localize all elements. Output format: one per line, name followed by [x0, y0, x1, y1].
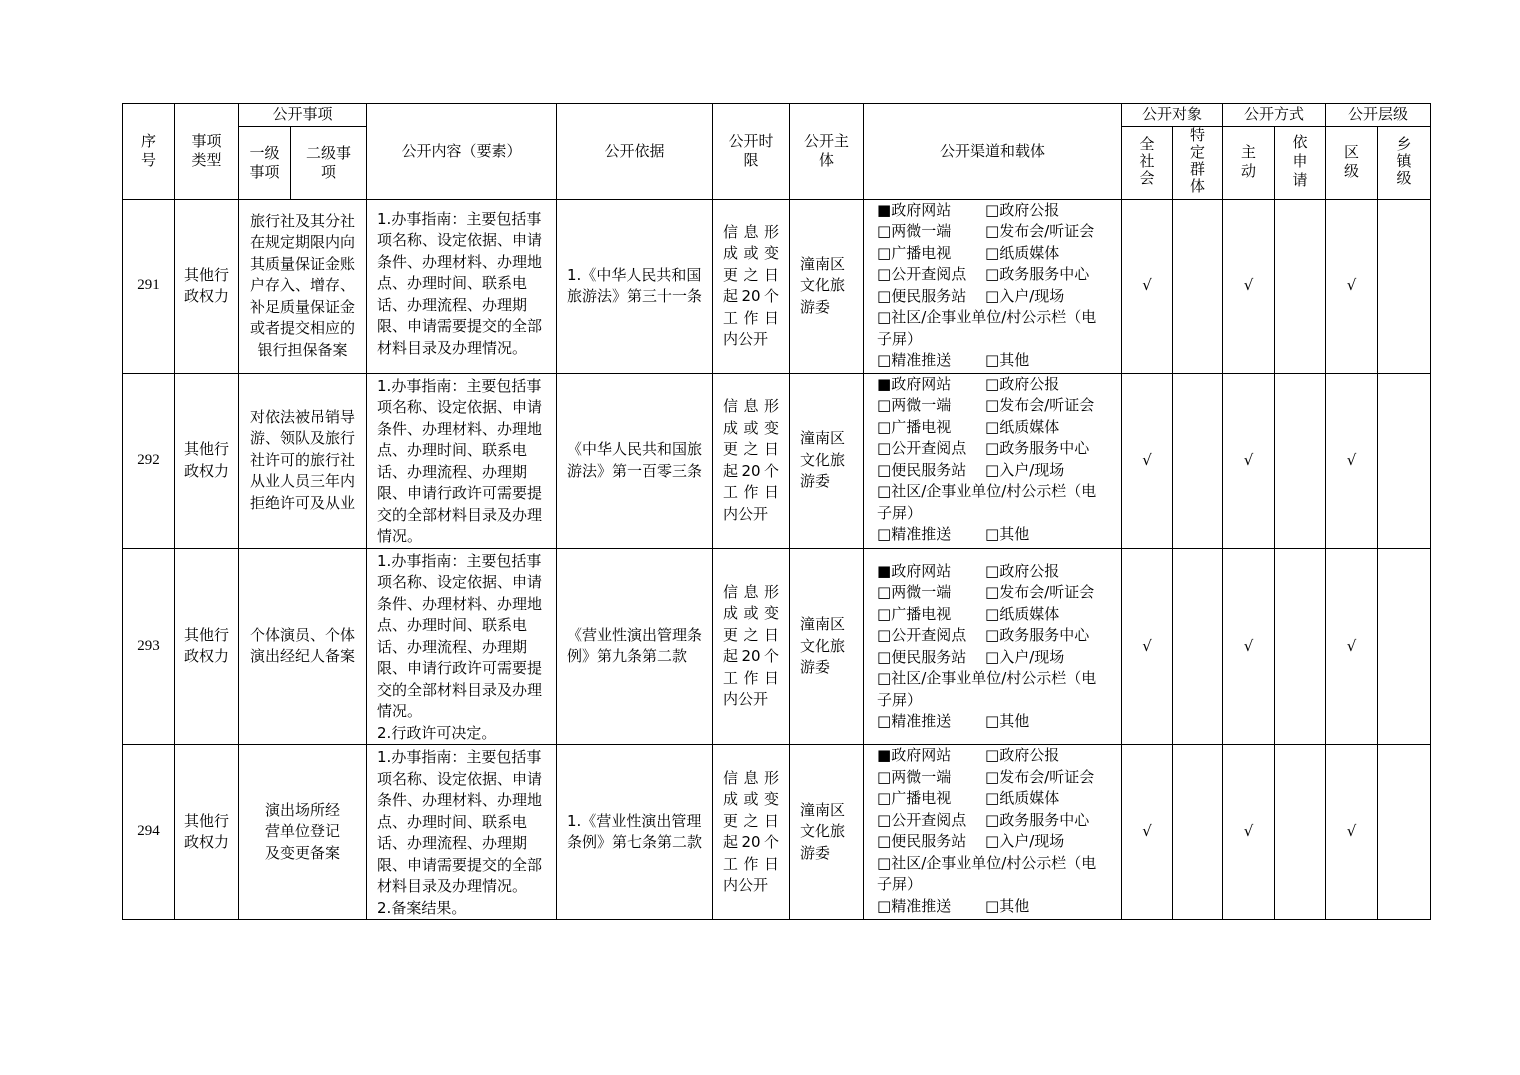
channel-service-center: □政务服务中心 [985, 265, 1090, 283]
channel-push: □精准推送 [877, 712, 952, 730]
row-audience-specific [1173, 199, 1223, 373]
header-content: 公开内容（要素） [367, 104, 557, 200]
row-content: 1.办事指南：主要包括事项名称、设定依据、申请条件、办理材料、办理地点、办理时间、联系电话、办理流程、办理期限、申请需要提交的全部材料目录及办理情况。 [367, 199, 557, 373]
header-method-group: 公开方式 [1223, 104, 1326, 127]
channel-onsite: □入户/现场 [985, 286, 1065, 305]
row-method-active: √ [1223, 199, 1275, 373]
row-basis: 1.《营业性演出管理条例》第七条第二款 [557, 745, 713, 920]
row-type: 其他行政权力 [175, 373, 239, 548]
channel-service-station: □便民服务站 [877, 286, 967, 305]
channel-push: □精准推送 [877, 896, 952, 915]
row-type: 其他行政权力 [175, 548, 239, 745]
channel-push: □精准推送 [877, 525, 952, 543]
channel-service-station: □便民服务站 [877, 460, 967, 479]
row-item: 旅行社及其分社在规定期限内向其质量保证金账户存入、增存、补足质量保证金或者提交相应的银行担保备案 [239, 199, 367, 373]
row-seq: 293 [123, 548, 175, 745]
table-row [123, 373, 1431, 548]
row-audience-specific [1173, 373, 1223, 548]
row-level-town [1378, 373, 1431, 548]
channel-print: □纸质媒体 [985, 604, 1060, 623]
channel-social: □两微一端 [877, 583, 952, 601]
channel-bulletin: □社区/企事业单位/村公示栏（电子屏） [877, 482, 1097, 522]
channel-reading-point: □公开查阅点 [877, 265, 967, 283]
channel-service-center: □政务服务中心 [985, 810, 1090, 829]
channel-bulletin: □社区/企事业单位/村公示栏（电子屏） [877, 669, 1097, 709]
channel-website: ■政府网站 [877, 200, 952, 219]
channel-print: □纸质媒体 [985, 417, 1060, 436]
channel-other: □其他 [985, 896, 1030, 915]
row-subject: 潼南区文化旅游委 [790, 373, 864, 548]
header-basis: 公开依据 [557, 104, 713, 200]
header-time-limit: 公开时限 [713, 104, 790, 200]
row-method-active: √ [1223, 745, 1275, 920]
row-level-district: √ [1326, 548, 1378, 745]
header-audience-group: 公开对象 [1122, 104, 1223, 127]
row-method-active: √ [1223, 373, 1275, 548]
row-content: 1.办事指南：主要包括事项名称、设定依据、申请条件、办理材料、办理地点、办理时间、联系电话、办理流程、办理期限、申请行政许可需要提交的全部材料目录及办理情况。 [367, 373, 557, 548]
channel-service-center: □政务服务中心 [985, 439, 1090, 457]
row-seq: 294 [123, 745, 175, 920]
row-time-limit: 信息形成或变更之日起20个工作日内公开 [713, 548, 790, 745]
row-audience-all: √ [1122, 199, 1173, 373]
header-audience-all: 全社会 [1122, 126, 1173, 199]
row-method-active: √ [1223, 548, 1275, 745]
channel-other: □其他 [985, 712, 1030, 730]
row-item: 对依法被吊销导游、领队及旅行社许可的旅行社从业人员三年内拒绝许可及从业 [239, 373, 367, 548]
row-method-request [1275, 745, 1326, 920]
row-content: 1.办事指南：主要包括事项名称、设定依据、申请条件、办理材料、办理地点、办理时间、联系电话、办理流程、办理期限、申请行政许可需要提交的全部材料目录及办理情况。 2.行政许可决定。 [367, 548, 557, 745]
table-row [123, 548, 1431, 745]
header-level2: 二级事项 [291, 126, 367, 199]
row-level-town [1378, 548, 1431, 745]
channel-gazette: □政府公报 [985, 561, 1060, 580]
channel-gazette: □政府公报 [985, 374, 1060, 393]
row-subject: 潼南区文化旅游委 [790, 548, 864, 745]
disclosure-table [122, 103, 1431, 920]
row-seq: 291 [123, 199, 175, 373]
channel-gazette: □政府公报 [985, 746, 1060, 764]
row-channels [864, 745, 1122, 920]
row-audience-all: √ [1122, 745, 1173, 920]
header-type: 事项类型 [175, 104, 239, 200]
channel-broadcast: □广播电视 [877, 417, 952, 436]
header-level-group: 公开层级 [1326, 104, 1431, 127]
channel-push: □精准推送 [877, 351, 952, 369]
table-row [123, 199, 1431, 373]
row-content: 1.办事指南：主要包括事项名称、设定依据、申请条件、办理材料、办理地点、办理时间、联系电话、办理流程、办理期限、申请需要提交的全部材料目录及办理情况。 2.备案结果。 [367, 745, 557, 920]
channel-broadcast: □广播电视 [877, 243, 952, 262]
channel-website: ■政府网站 [877, 561, 952, 580]
channel-service-station: □便民服务站 [877, 832, 967, 850]
channel-broadcast: □广播电视 [877, 789, 952, 807]
table-row [123, 745, 1431, 920]
channel-bulletin: □社区/企事业单位/村公示栏（电子屏） [877, 853, 1097, 893]
channel-press: □发布会/听证会 [985, 222, 1095, 240]
channel-bulletin: □社区/企事业单位/村公示栏（电子屏） [877, 308, 1097, 348]
row-channels [864, 199, 1122, 373]
row-audience-specific [1173, 548, 1223, 745]
row-basis: 1.《中华人民共和国旅游法》第三十一条 [557, 199, 713, 373]
header-audience-specific: 特定群体 [1173, 126, 1223, 199]
channel-onsite: □入户/现场 [985, 647, 1065, 666]
channel-social: □两微一端 [877, 222, 952, 240]
channel-website: ■政府网站 [877, 746, 952, 764]
header-level-district: 区级 [1326, 126, 1378, 199]
channel-other: □其他 [985, 525, 1030, 543]
channel-onsite: □入户/现场 [985, 460, 1065, 479]
row-time-limit: 信息形成或变更之日起20个工作日内公开 [713, 745, 790, 920]
header-method-active: 主动 [1223, 126, 1275, 199]
row-item: 演出场所经营单位登记及变更备案 [239, 745, 367, 920]
row-method-request [1275, 373, 1326, 548]
channel-other: □其他 [985, 351, 1030, 369]
row-level-town [1378, 745, 1431, 920]
channel-press: □发布会/听证会 [985, 396, 1095, 414]
channel-service-station: □便民服务站 [877, 647, 967, 666]
header-row-1 [123, 104, 1431, 127]
row-method-request [1275, 199, 1326, 373]
row-method-request [1275, 548, 1326, 745]
header-level1: 一级事项 [239, 126, 291, 199]
channel-onsite: □入户/现场 [985, 832, 1065, 850]
channel-print: □纸质媒体 [985, 243, 1060, 262]
row-level-district: √ [1326, 745, 1378, 920]
channel-social: □两微一端 [877, 396, 952, 414]
header-subject: 公开主体 [790, 104, 864, 200]
row-time-limit: 信息形成或变更之日起20个工作日内公开 [713, 373, 790, 548]
row-audience-specific [1173, 745, 1223, 920]
row-subject: 潼南区文化旅游委 [790, 745, 864, 920]
row-channels [864, 373, 1122, 548]
row-type: 其他行政权力 [175, 199, 239, 373]
channel-reading-point: □公开查阅点 [877, 626, 967, 644]
row-subject: 潼南区文化旅游委 [790, 199, 864, 373]
row-basis: 《营业性演出管理条例》第九条第二款 [557, 548, 713, 745]
row-time-limit: 信息形成或变更之日起20个工作日内公开 [713, 199, 790, 373]
header-seq: 序号 [123, 104, 175, 200]
row-item: 个体演员、个体演出经纪人备案 [239, 548, 367, 745]
row-type: 其他行政权力 [175, 745, 239, 920]
row-level-town [1378, 199, 1431, 373]
header-method-request: 依申请 [1275, 126, 1326, 199]
channel-reading-point: □公开查阅点 [877, 810, 967, 829]
row-level-district: √ [1326, 373, 1378, 548]
channel-reading-point: □公开查阅点 [877, 439, 967, 457]
channel-social: □两微一端 [877, 767, 952, 786]
channel-gazette: □政府公报 [985, 200, 1060, 219]
channel-print: □纸质媒体 [985, 789, 1060, 807]
channel-press: □发布会/听证会 [985, 583, 1095, 601]
row-seq: 292 [123, 373, 175, 548]
row-audience-all: √ [1122, 373, 1173, 548]
header-item-group: 公开事项 [239, 104, 367, 127]
channel-press: □发布会/听证会 [985, 767, 1095, 786]
row-channels [864, 548, 1122, 745]
channel-broadcast: □广播电视 [877, 604, 952, 623]
channel-website: ■政府网站 [877, 374, 952, 393]
channel-service-center: □政务服务中心 [985, 626, 1090, 644]
row-audience-all: √ [1122, 548, 1173, 745]
header-level-town: 乡镇级 [1378, 126, 1431, 199]
row-basis: 《中华人民共和国旅游法》第一百零三条 [557, 373, 713, 548]
row-level-district: √ [1326, 199, 1378, 373]
header-channels: 公开渠道和载体 [864, 104, 1122, 200]
